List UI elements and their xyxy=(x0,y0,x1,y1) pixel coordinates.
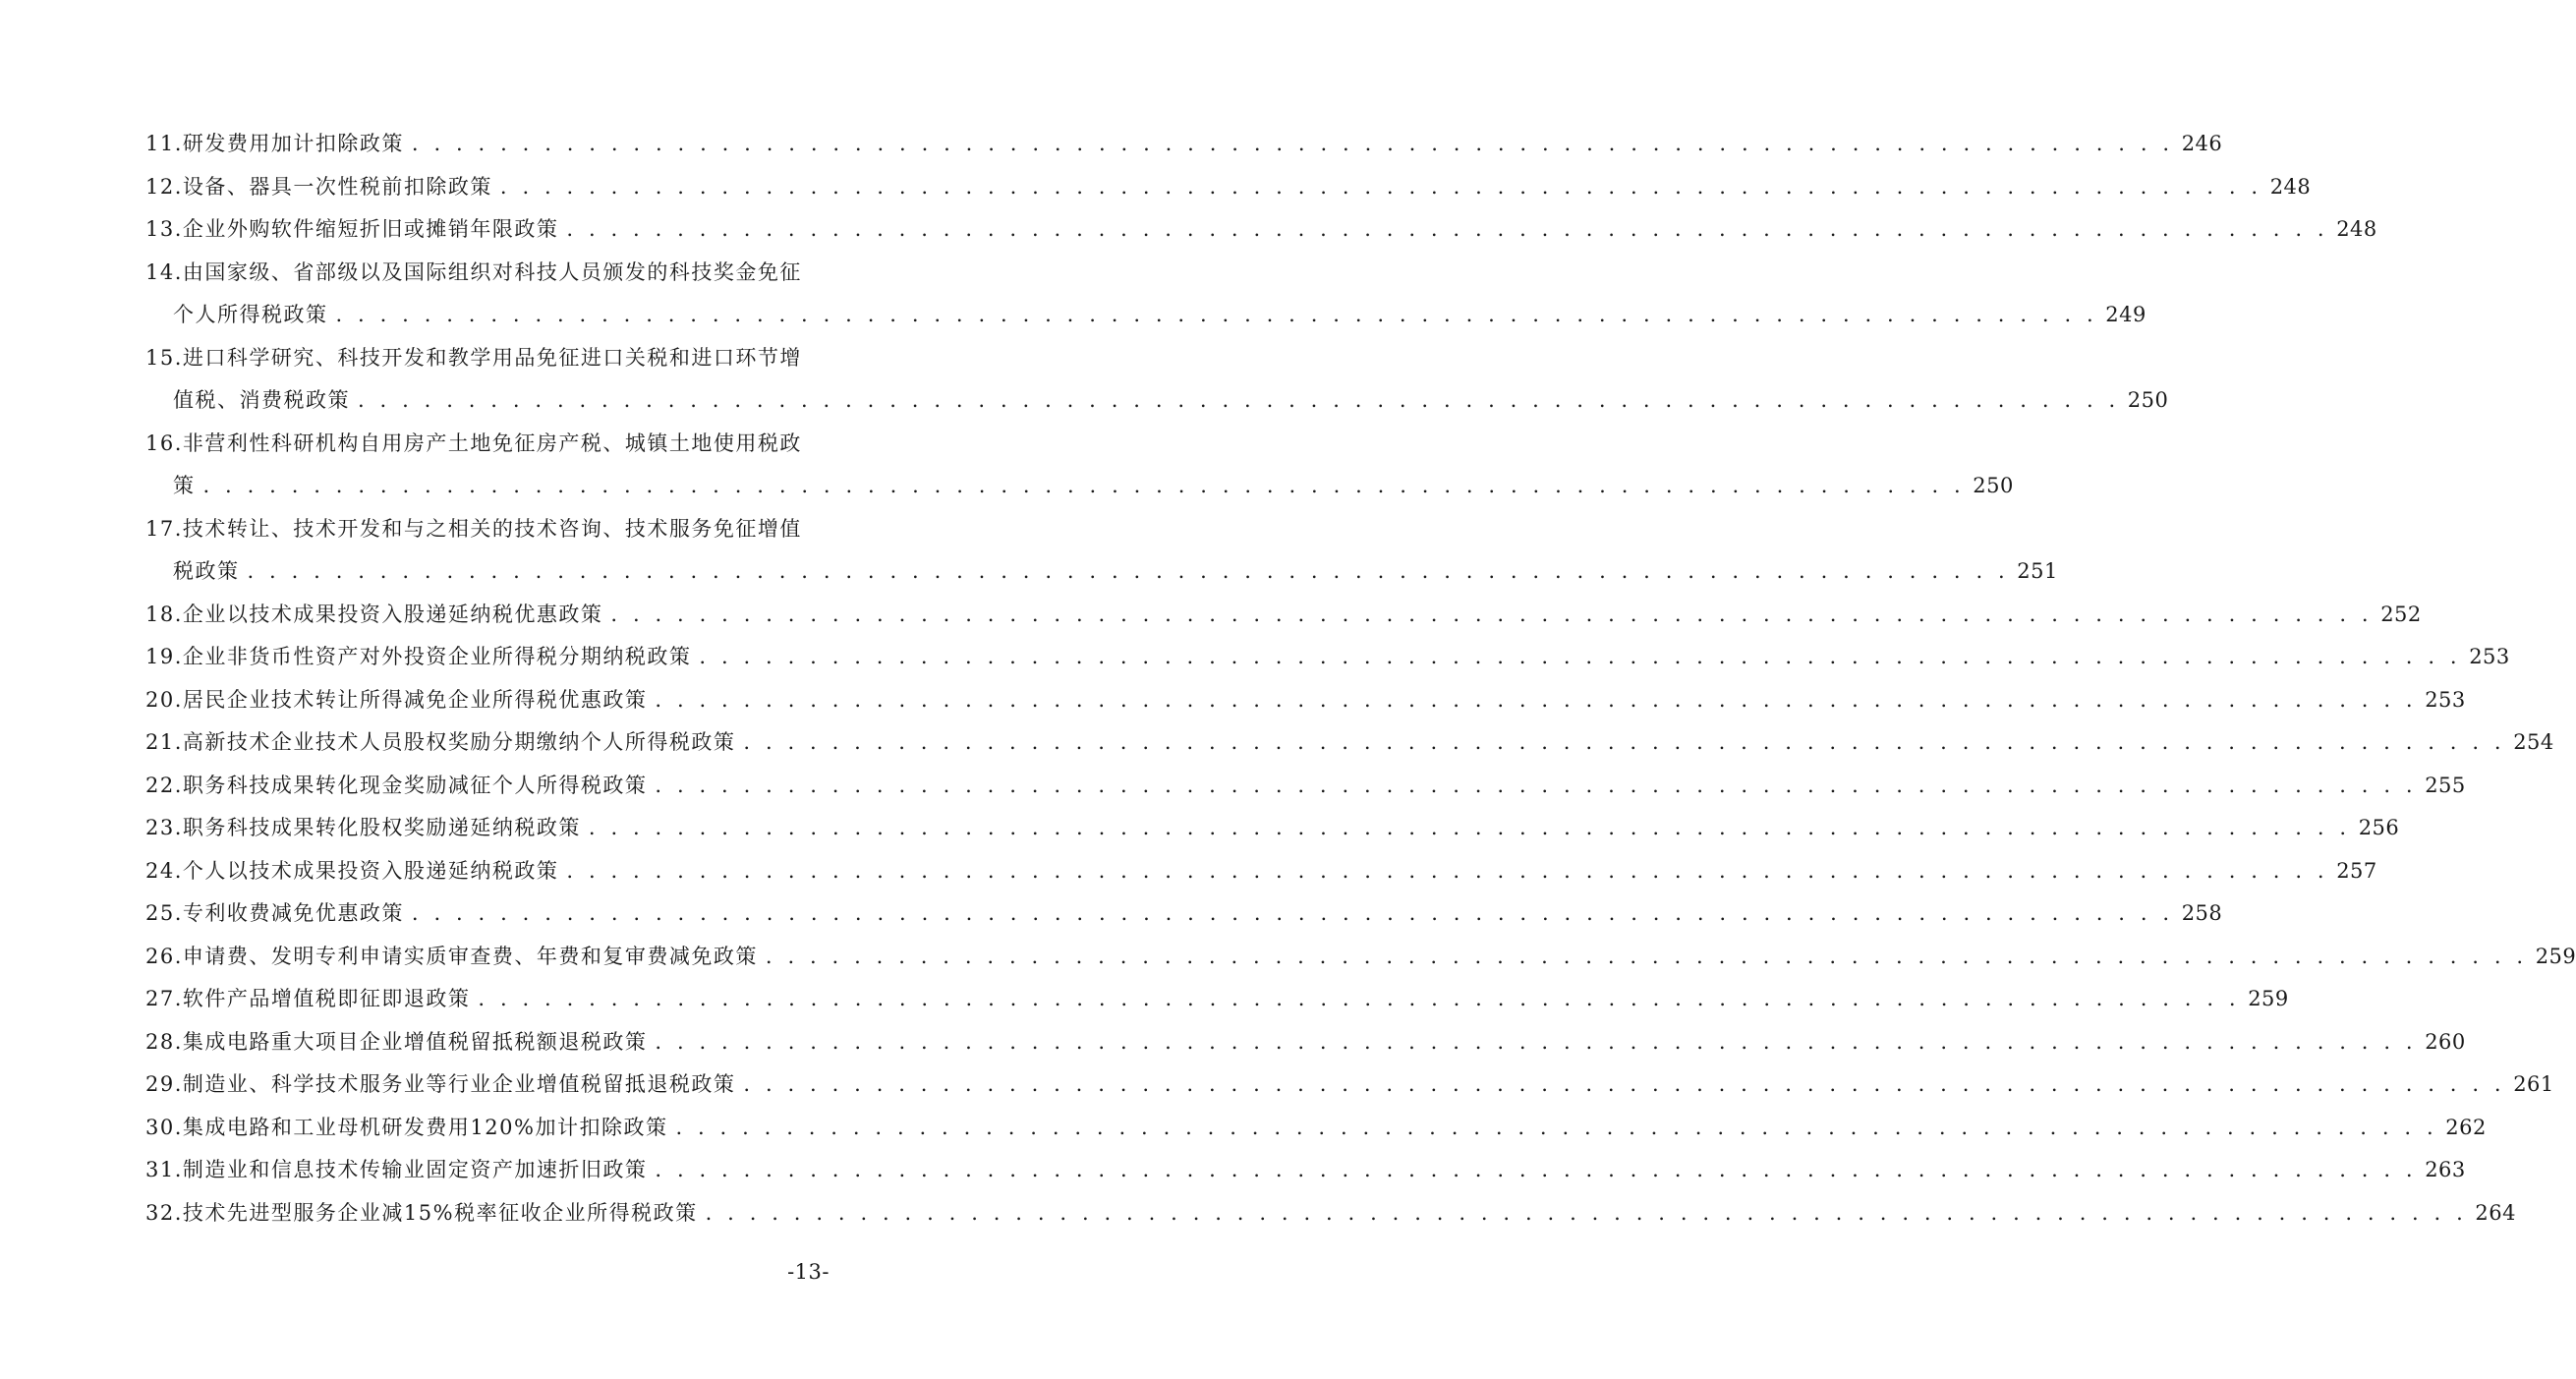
toc-entry-page: 252 xyxy=(2380,602,2422,626)
toc-entry[interactable] xyxy=(145,721,2554,765)
dot-leader: . . . . . . . . . . . . . . . . . . . . . . . . . . . . . . . . . . . . . . . . . . . . . . . . . . . . . . . . . . . . . . . . . . . . . . . . . . . . . . . . xyxy=(655,1029,2418,1054)
toc-entry-number: 30. xyxy=(145,1115,183,1139)
dot-leader: . . . . . . . . . . . . . . . . . . . . . . . . . . . . . . . . . . . . . . . . . . . . . . . . . . . . . . . . . . . . . . . . . . . . . . . . . . . . . . . . xyxy=(699,645,2462,668)
toc-entry-number: 11. xyxy=(145,132,183,155)
toc-entry-title-continued: 税政策 xyxy=(173,559,240,583)
toc-entry-number: 28. xyxy=(145,1029,183,1054)
toc-entry[interactable] xyxy=(145,594,2422,637)
toc-entry-page: 251 xyxy=(2017,559,2058,583)
toc-entry[interactable] xyxy=(145,337,2169,423)
dot-leader: . . . . . . . . . . . . . . . . . . . . . . . . . . . . . . . . . . . . . . . . . . . . . . . . . . . . . . . . . . . . . . . . . . . . . . . . . . . . . . . . xyxy=(411,132,2174,155)
toc-entry-page: 248 xyxy=(2269,174,2312,199)
toc-entry-page: 260 xyxy=(2425,1029,2466,1054)
toc-entry-title: 技术转让、技术开发和与之相关的技术咨询、技术服务免征增值 xyxy=(182,516,802,541)
toc-entry[interactable] xyxy=(145,636,2510,679)
dot-leader: . . . . . . . . . . . . . . . . . . . . . . . . . . . . . . . . . . . . . . . . . . . . . . . . . . . . . . . . . . . . . . . . . . . . . . . . . . . . . . . . xyxy=(743,730,2506,754)
toc-entry-page: 253 xyxy=(2469,645,2510,668)
toc-entry[interactable] xyxy=(145,123,2223,166)
toc-entry-page: 248 xyxy=(2336,217,2377,241)
dot-leader: . . . . . . . . . . . . . . . . . . . . . . . . . . . . . . . . . . . . . . . . . . . . . . . . . . . . . . . . . . . . . . . . . . . . . . . . . . . . . . . . xyxy=(655,687,2418,712)
toc-entry[interactable] xyxy=(145,1021,2466,1064)
toc-entry-title: 技术先进型服务企业减15%税率征收企业所得税政策 xyxy=(182,1200,698,1225)
toc-entry-number: 23. xyxy=(145,816,183,839)
toc-entry-title: 个人以技术成果投资入股递延纳税政策 xyxy=(182,858,559,883)
toc-entry-title: 设备、器具一次性税前扣除政策 xyxy=(182,174,492,199)
table-of-contents xyxy=(145,123,2576,1235)
toc-entry-number: 15. xyxy=(145,345,183,370)
dot-leader: . . . . . . . . . . . . . . . . . . . . . . . . . . . . . . . . . . . . . . . . . . . . . . . . . . . . . . . . . . . . . . . . . . . . . . . . . . . . . . . . xyxy=(743,1072,2506,1096)
toc-entry-page: 246 xyxy=(2181,132,2223,155)
toc-entry-title: 专利收费减免优惠政策 xyxy=(182,901,404,925)
dot-leader: . . . . . . . . . . . . . . . . . . . . . . . . . . . . . . . . . . . . . . . . . . . . . . . . . . . . . . . . . . . . . . . . . . . . . . . . . . . . . . . . xyxy=(411,901,2174,925)
toc-entry[interactable] xyxy=(145,807,2400,850)
dot-leader: . . . . . . . . . . . . . . . . . . . . . . . . . . . . . . . . . . . . . . . . . . . . . . . . . . . . . . . . . . . . . . . . . . . . . . . . . . . . . . . . xyxy=(705,1200,2468,1225)
dot-leader: . . . . . . . . . . . . . . . . . . . . . . . . . . . . . . . . . . . . . . . . . . . . . . . . . . . . . . . . . . . . . . . . . . . . . . . . . . . . . . . . xyxy=(675,1115,2438,1139)
toc-entry-number: 26. xyxy=(145,944,183,968)
toc-entry-page: 250 xyxy=(1973,474,2014,497)
toc-entry-number: 22. xyxy=(145,773,183,797)
toc-entry-title: 企业外购软件缩短折旧或摊销年限政策 xyxy=(182,217,559,241)
toc-entry[interactable] xyxy=(145,508,2058,594)
toc-entry[interactable] xyxy=(145,936,2576,979)
dot-leader: . . . . . . . . . . . . . . . . . . . . . . . . . . . . . . . . . . . . . . . . . . . . . . . . . . . . . . . . . . . . . . . . . . . . . . . . . . . . . . . . xyxy=(202,474,1966,497)
toc-entry-title-continued: 个人所得税政策 xyxy=(173,303,328,326)
toc-entry-title: 软件产品增值税即征即退政策 xyxy=(182,987,471,1010)
dot-leader: . . . . . . . . . . . . . . . . . . . . . . . . . . . . . . . . . . . . . . . . . . . . . . . . . . . . . . . . . . . . . . . . . . . . . . . . . . . . . . . . xyxy=(655,773,2418,797)
toc-entry-page: 255 xyxy=(2425,773,2466,797)
toc-entry[interactable] xyxy=(145,850,2377,893)
toc-entry-title-continued: 策 xyxy=(173,474,196,497)
toc-entry-number: 20. xyxy=(145,687,183,712)
toc-entry-title: 由国家级、省部级以及国际组织对科技人员颁发的科技奖金免征 xyxy=(182,259,802,284)
toc-entry-number: 27. xyxy=(145,987,183,1010)
toc-entry-page: 259 xyxy=(2248,987,2289,1010)
toc-entry-number: 13. xyxy=(145,217,183,241)
toc-entry[interactable] xyxy=(145,252,2147,337)
toc-entry-title: 高新技术企业技术人员股权奖励分期缴纳个人所得税政策 xyxy=(182,730,736,754)
toc-entry-title: 企业以技术成果投资入股递延纳税优惠政策 xyxy=(182,602,603,626)
dot-leader: . . . . . . . . . . . . . . . . . . . . . . . . . . . . . . . . . . . . . . . . . . . . . . . . . . . . . . . . . . . . . . . . . . . . . . . . . . . . . . . . xyxy=(610,602,2374,626)
dot-leader: . . . . . . . . . . . . . . . . . . . . . . . . . . . . . . . . . . . . . . . . . . . . . . . . . . . . . . . . . . . . . . . . . . . . . . . . . . . . . . . . xyxy=(499,174,2262,199)
toc-entry-title: 研发费用加计扣除政策 xyxy=(182,132,404,155)
toc-entry-number: 25. xyxy=(145,901,183,925)
toc-entry[interactable] xyxy=(145,765,2466,808)
dot-leader: . . . . . . . . . . . . . . . . . . . . . . . . . . . . . . . . . . . . . . . . . . . . . . . . . . . . . . . . . . . . . . . . . . . . . . . . . . . . . . . . xyxy=(588,816,2351,839)
toc-entry[interactable] xyxy=(145,892,2223,936)
page-number: -13- xyxy=(787,1260,830,1284)
toc-entry-title: 制造业、科学技术服务业等行业企业增值税留抵退税政策 xyxy=(182,1072,736,1096)
toc-entry-title: 非营利性科研机构自用房产土地免征房产税、城镇土地使用税政 xyxy=(182,431,802,455)
toc-entry-page: 253 xyxy=(2425,687,2466,712)
toc-entry-title: 集成电路和工业母机研发费用120%加计扣除政策 xyxy=(182,1115,668,1139)
toc-entry-title-continued: 值税、消费税政策 xyxy=(173,388,350,412)
toc-entry[interactable] xyxy=(145,423,2014,508)
dot-leader: . . . . . . . . . . . . . . . . . . . . . . . . . . . . . . . . . . . . . . . . . . . . . . . . . . . . . . . . . . . . . . . . . . . . . . . . . . . . . . . . xyxy=(247,559,2010,583)
dot-leader: . . . . . . . . . . . . . . . . . . . . . . . . . . . . . . . . . . . . . . . . . . . . . . . . . . . . . . . . . . . . . . . . . . . . . . . . . . . . . . . . xyxy=(358,388,2120,412)
toc-entry[interactable] xyxy=(145,166,2312,209)
toc-entry-page: 259 xyxy=(2535,944,2576,968)
toc-entry-title: 企业非货币性资产对外投资企业所得税分期纳税政策 xyxy=(182,645,692,668)
toc-entry-number: 19. xyxy=(145,645,183,668)
toc-entry-title: 居民企业技术转让所得减免企业所得税优惠政策 xyxy=(182,687,648,712)
toc-entry[interactable] xyxy=(145,1107,2487,1150)
toc-entry[interactable] xyxy=(145,208,2377,252)
toc-entry-page: 264 xyxy=(2475,1200,2516,1225)
dot-leader: . . . . . . . . . . . . . . . . . . . . . . . . . . . . . . . . . . . . . . . . . . . . . . . . . . . . . . . . . . . . . . . . . . . . . . . . . . . . . . . . xyxy=(566,217,2329,241)
dot-leader: . . . . . . . . . . . . . . . . . . . . . . . . . . . . . . . . . . . . . . . . . . . . . . . . . . . . . . . . . . . . . . . . . . . . . . . . . . . . . . . . xyxy=(566,858,2329,883)
toc-entry-title: 职务科技成果转化股权奖励递延纳税政策 xyxy=(182,816,581,839)
toc-entry-title: 集成电路重大项目企业增值税留抵税额退税政策 xyxy=(182,1029,648,1054)
toc-entry-title: 职务科技成果转化现金奖励减征个人所得税政策 xyxy=(182,773,648,797)
toc-entry-page: 258 xyxy=(2181,901,2223,925)
toc-entry-page: 249 xyxy=(2105,303,2147,326)
toc-entry[interactable] xyxy=(145,1063,2554,1107)
toc-entry-title: 进口科学研究、科技开发和教学用品免征进口关税和进口环节增 xyxy=(182,345,802,370)
toc-entry-page: 262 xyxy=(2445,1115,2487,1139)
toc-entry-page: 254 xyxy=(2513,730,2554,754)
toc-entry-number: 17. xyxy=(145,516,183,541)
toc-entry-number: 24. xyxy=(145,858,183,883)
toc-entry-number: 29. xyxy=(145,1072,183,1096)
toc-entry[interactable] xyxy=(145,1149,2466,1192)
toc-entry-number: 18. xyxy=(145,602,183,626)
toc-entry-page: 263 xyxy=(2425,1158,2466,1181)
toc-entry[interactable] xyxy=(145,679,2466,722)
toc-entry-number: 12. xyxy=(145,174,183,199)
dot-leader: . . . . . . . . . . . . . . . . . . . . . . . . . . . . . . . . . . . . . . . . . . . . . . . . . . . . . . . . . . . . . . . . . . . . . . . . . . . . . . . . xyxy=(478,987,2241,1010)
toc-entry-number: 14. xyxy=(145,259,183,284)
toc-entry-page: 257 xyxy=(2336,858,2377,883)
toc-entry-number: 21. xyxy=(145,730,183,754)
toc-entry-number: 16. xyxy=(145,431,183,455)
toc-entry-number: 31. xyxy=(145,1158,183,1181)
dot-leader: . . . . . . . . . . . . . . . . . . . . . . . . . . . . . . . . . . . . . . . . . . . . . . . . . . . . . . . . . . . . . . . . . . . . . . . . . . . . . . . . xyxy=(765,944,2528,968)
toc-entry[interactable] xyxy=(145,1192,2516,1235)
toc-entry-number: 32. xyxy=(145,1200,183,1225)
dot-leader: . . . . . . . . . . . . . . . . . . . . . . . . . . . . . . . . . . . . . . . . . . . . . . . . . . . . . . . . . . . . . . . . . . . . . . . . . . . . . . . . xyxy=(335,303,2098,326)
toc-entry[interactable] xyxy=(145,978,2289,1021)
toc-entry-title: 申请费、发明专利申请实质审查费、年费和复审费减免政策 xyxy=(182,944,758,968)
toc-entry-page: 256 xyxy=(2358,816,2400,839)
toc-entry-page: 261 xyxy=(2513,1072,2554,1096)
dot-leader: . . . . . . . . . . . . . . . . . . . . . . . . . . . . . . . . . . . . . . . . . . . . . . . . . . . . . . . . . . . . . . . . . . . . . . . . . . . . . . . . xyxy=(655,1158,2418,1181)
toc-entry-page: 250 xyxy=(2127,388,2169,412)
toc-entry-title: 制造业和信息技术传输业固定资产加速折旧政策 xyxy=(182,1158,648,1181)
